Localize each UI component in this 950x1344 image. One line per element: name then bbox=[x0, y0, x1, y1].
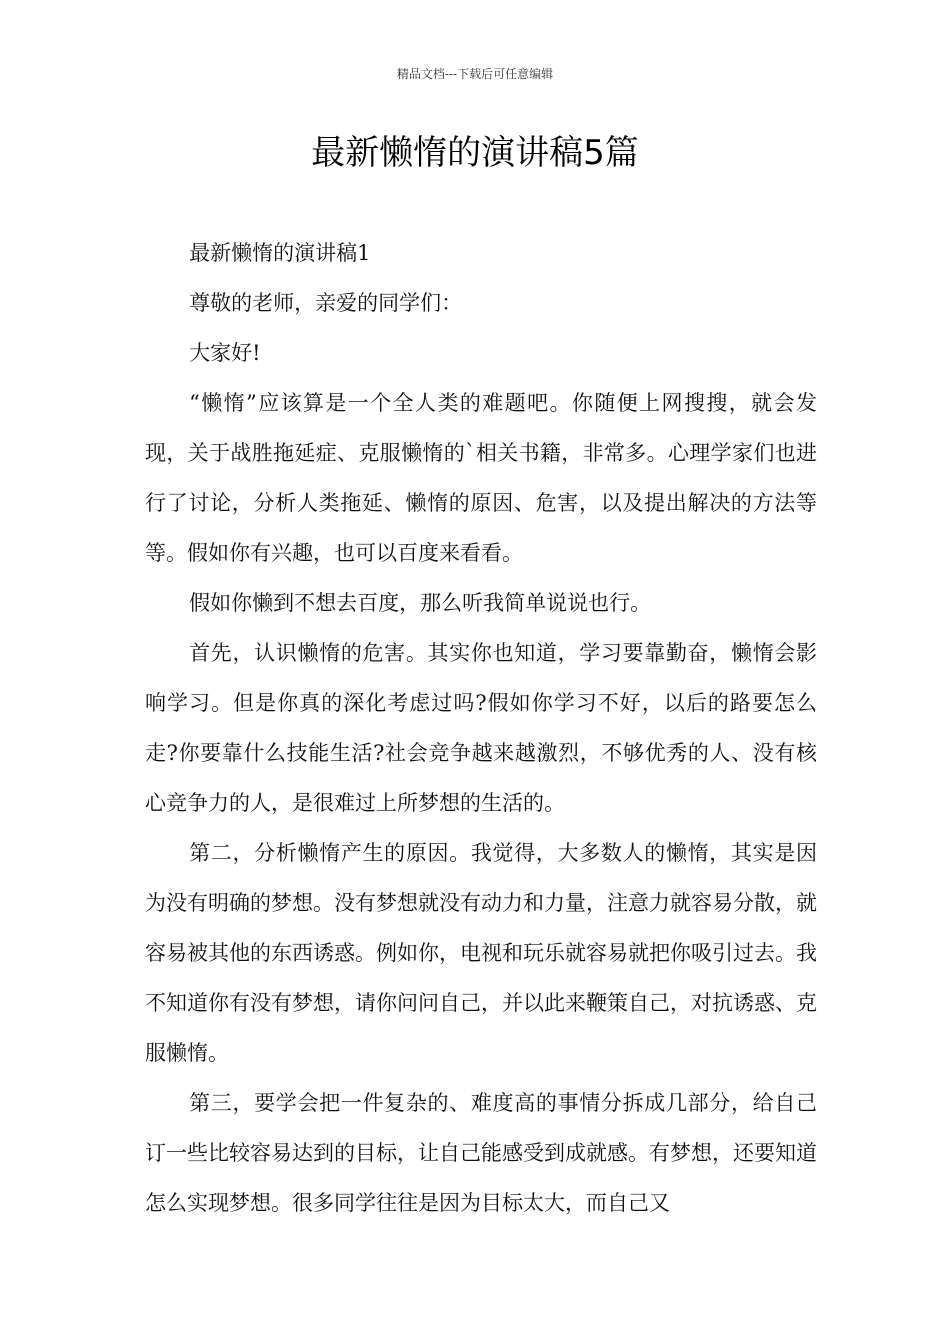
page-header: 精品文档---下载后可任意编辑 bbox=[396, 67, 554, 81]
paragraph-body: 第三，要学会把一件复杂的、难度高的事情分拆成几部分，给自己订一些比较容易达到的目标，让自己能感受到成就感。有梦想，还要知道怎么实现梦想。很多同学往往是因为目标太大，而自己又 bbox=[145, 1091, 817, 1215]
paragraph-body: “懒惰”应该算是一个全人类的难题吧。你随便上网搜搜，就会发现，关于战胜拖延症、克服懒惰的`相关书籍，非常多。心理学家们也进行了讨论，分析人类拖延、懒惰的原因、危害，以及提出解决的方法等等。假如你有兴趣，也可以百度来看看。 bbox=[145, 391, 817, 565]
paragraph-body: 首先，认识懒惰的危害。其实你也知道，学习要靠勤奋，懒惰会影响学习。但是你真的深化考虑过吗?假如你学习不好，以后的路要怎么走?你要靠什么技能生活?社会竞争越来越激烈，不够优秀的人、没有核心竞争力的人，是很难过上所梦想的生活的。 bbox=[145, 641, 817, 815]
document-title: 最新懒惰的演讲稿5篇 bbox=[311, 133, 639, 173]
document-body bbox=[145, 228, 817, 1228]
paragraph-body: 假如你懒到不想去百度，那么听我简单说说也行。 bbox=[189, 591, 652, 615]
paragraph-salutation: 尊敬的老师，亲爱的同学们： bbox=[189, 291, 463, 315]
paragraph-greeting: 大家好! bbox=[189, 341, 261, 365]
paragraph-body: 第二，分析懒惰产生的原因。我觉得，大多数人的懒惰，其实是因为没有明确的梦想。没有梦想就没有动力和力量，注意力就容易分散，就容易被其他的东西诱惑。例如你，电视和玩乐就容易就把你吸引过去。我不知道你有没有梦想，请你问问自己，并以此来鞭策自己，对抗诱惑、克服懒惰。 bbox=[145, 841, 817, 1065]
paragraph-subtitle: 最新懒惰的演讲稿1 bbox=[189, 241, 371, 265]
